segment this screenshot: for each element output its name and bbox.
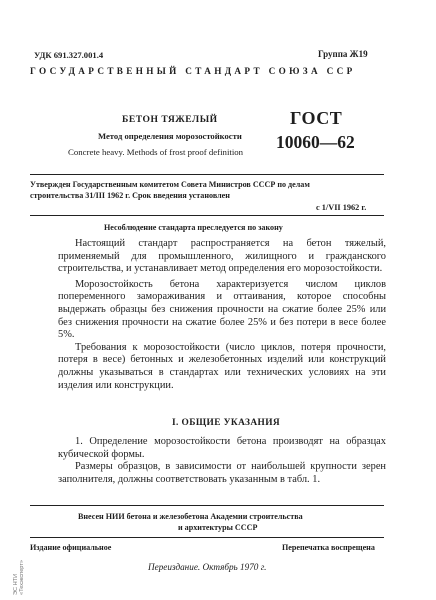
paragraph-sample-shape: 1. Определение морозостойкости бетона производят на образцах кубической формы.	[58, 436, 386, 460]
paragraph-scope: Настоящий стандарт распространяется на бетон тяжелый, применяемый для промышленного, жилищного и гражданского строительства, и устанавливает метод определения его морозостойкости.	[58, 238, 386, 275]
side-watermark	[3, 470, 25, 600]
reprint-prohibited: Перепечатка воспрещена	[282, 543, 375, 552]
side-watermark-text: ЭС НТИ «Техэксперт»	[13, 560, 25, 595]
approval-line-1: Утвержден Государственным комитетом Совета Министров СССР по делам	[30, 180, 310, 189]
gost-number: 10060—62	[276, 132, 355, 152]
title-divider	[30, 174, 384, 175]
state-standard-banner: ГОСУДАРСТВЕННЫЙ СТАНДАРТ СОЮЗА ССР	[30, 66, 356, 76]
paragraph-sample-size: Размеры образцов, в зависимости от наибольшей крупности зерен заполнителя, должны соответствовать указанным в табл. 1.	[58, 461, 386, 485]
gost-label: ГОСТ	[290, 108, 343, 128]
approval-divider	[30, 215, 384, 216]
introduced-by-line-1: Внесен НИИ бетона и железобетона Академии строительства	[78, 512, 303, 521]
footer-divider	[30, 505, 384, 506]
subtitle-ru: Метод определения морозостойкости	[98, 131, 242, 141]
introduced-by-line-2: и архитектуры СССР	[178, 523, 258, 532]
approval-line-2: строительства 31/III 1962 г. Срок введения установлен	[30, 191, 230, 200]
section-heading: I. ОБЩИЕ УКАЗАНИЯ	[172, 418, 281, 428]
effective-date: с 1/VII 1962 г.	[316, 203, 367, 212]
title-ru: БЕТОН ТЯЖЕЛЫЙ	[122, 114, 218, 125]
body-text	[58, 238, 386, 392]
udc-code: УДК 691.327.001.4	[34, 50, 104, 60]
reissue-date: Переиздание. Октябрь 1970 г.	[148, 562, 267, 572]
paragraph-definition: Морозостойкость бетона характеризуется числом циклов попеременного замораживания и оттаивания, которое способны выдержать образцы без снижения прочности на сжатие более 25% или без снижения прочности на сжатие более 25% и без потери в весе более 5%.	[58, 278, 386, 341]
official-edition: Издание официальное	[30, 543, 112, 552]
paragraph-requirements: Требования к морозостойкости (число циклов, потеря прочности, потеря в весе) бетонных и железобетонных изделий или конструкций должны указываться в стандартах или технических условиях на эти изделия или конструкции.	[58, 341, 386, 391]
group-code: Группа Ж19	[318, 49, 368, 59]
footer-divider-2	[30, 537, 384, 538]
title-en: Concrete heavy. Methods of frost proof definition	[68, 147, 244, 157]
section-text	[58, 436, 386, 486]
legal-notice: Несоблюдение стандарта преследуется по закону	[104, 223, 283, 232]
